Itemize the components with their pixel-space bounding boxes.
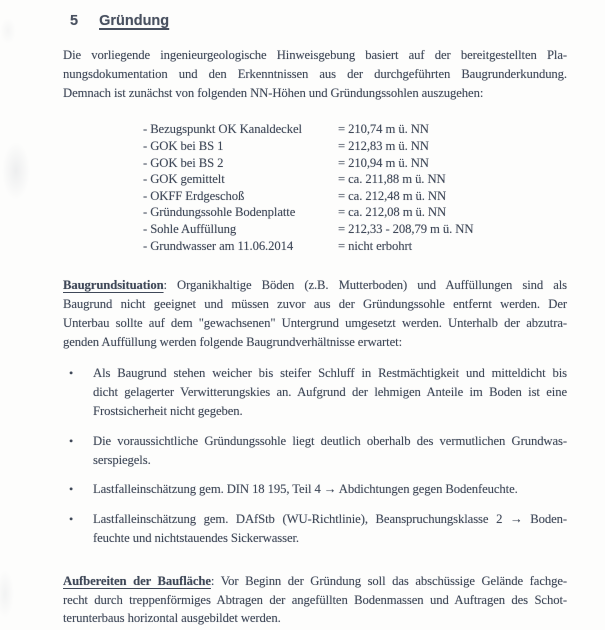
baugrund-body bbox=[63, 295, 567, 351]
level-value: = ca. 212,48 m ü. NN bbox=[338, 188, 447, 203]
aufbereiten-heading: Aufbereiten der Baufläche bbox=[63, 573, 211, 588]
text-line: Die voraussichtliche Gründungssohle liegt deutlich oberhalb des vermutlichen Grundwas- bbox=[93, 433, 567, 448]
bullet-text bbox=[93, 432, 567, 470]
aufbereiten-first-line-rest: : Vor Beginn der Gründung soll das abschüssige Gelände fachge- bbox=[210, 573, 567, 588]
level-value: = 210,74 m ü. NN bbox=[338, 122, 429, 137]
level-row bbox=[143, 238, 567, 255]
level-label: - Grundwasser am 11.06.2014 bbox=[143, 238, 294, 253]
text-line: recht durch treppenförmiges Abtragen der angefüllten Bodenmassen und Auftragen des Schot- bbox=[63, 592, 567, 607]
text-line: terunterbaus horizontal ausgebildet werden. bbox=[63, 611, 281, 626]
text-line: Lastfalleinschätzung gem. DIN 18 195, Teil 4 → Abdichtungen gegen Bodenfeuchte. bbox=[93, 482, 518, 497]
section-heading bbox=[70, 13, 567, 29]
level-row bbox=[143, 188, 567, 205]
bullet-icon: • bbox=[69, 433, 74, 448]
level-label: - GOK gemittelt bbox=[143, 172, 225, 187]
level-row bbox=[143, 138, 567, 155]
level-row bbox=[143, 171, 567, 188]
bullet-icon: • bbox=[69, 512, 74, 527]
text-line: Die vorliegende ingenieurgeologische Hinweisgebung basiert auf der bereitgestellten Pla- bbox=[63, 48, 567, 62]
aufbereiten-paragraph bbox=[63, 572, 567, 628]
aufbereiten-body bbox=[63, 591, 567, 629]
elevation-list bbox=[143, 121, 567, 254]
baugrund-paragraph bbox=[63, 276, 567, 351]
scan-artifact bbox=[0, 18, 16, 44]
text-line: Unterbau sollte auf dem "gewachsenen" Untergrund umgesetzt werden. Unterhalb der abzutra- bbox=[63, 315, 567, 330]
bullet-text bbox=[93, 510, 567, 548]
level-label: - Sohle Auffüllung bbox=[143, 221, 237, 236]
text-line: Als Baugrund stehen weicher bis steifer Schluff in Restmächtigkeit und mitteldicht bis bbox=[93, 366, 567, 381]
level-label: - GOK bei BS 2 bbox=[143, 155, 224, 170]
level-value: = 212,83 m ü. NN bbox=[338, 138, 429, 153]
text-line: feuchte und nichtstauendes Sickerwasser. bbox=[93, 530, 299, 545]
text-line: Baugrund nicht geeignet und müssen zuvor aus der Gründungssohle entfernt werden. Der bbox=[63, 296, 567, 311]
bullet-icon: • bbox=[69, 482, 74, 497]
baugrund-first-line-rest: : Organikhaltige Böden (z.B. Mutterboden) und Auffüllungen sind als bbox=[163, 278, 567, 293]
bullet-item bbox=[63, 364, 567, 420]
level-label: - Bezugspunkt OK Kanaldeckel bbox=[143, 122, 302, 137]
section-title: Gründung bbox=[99, 13, 170, 29]
level-row bbox=[143, 204, 567, 221]
section-number: 5 bbox=[70, 13, 79, 29]
level-row bbox=[143, 221, 567, 238]
bullet-text bbox=[93, 480, 567, 499]
text-line: serspiegels. bbox=[93, 452, 151, 467]
text-line bbox=[63, 572, 567, 591]
text-line: dicht gelagerter Verwitterungskies an. Aufgrund der lehmigen Anteile im Boden ist eine bbox=[93, 385, 567, 400]
level-value: = ca. 211,88 m ü. NN bbox=[338, 172, 446, 187]
bullet-list bbox=[63, 364, 567, 547]
bullet-icon: • bbox=[69, 366, 74, 381]
level-label: - Gründungssohle Bodenplatte bbox=[143, 205, 296, 220]
text-line: Lastfalleinschätzung gem. DAfStb (WU-Richtlinie), Beanspruchungsklasse 2 → Boden- bbox=[93, 512, 567, 527]
text-line: Demnach ist zunächst von folgenden NN-Höhen und Gründungssohlen auszugehen: bbox=[63, 85, 484, 100]
text-line: Frostsicherheit nicht gegeben. bbox=[93, 403, 243, 418]
level-row bbox=[143, 155, 567, 172]
level-value: = ca. 212,08 m ü. NN bbox=[338, 205, 447, 220]
text-line bbox=[63, 276, 567, 295]
scan-artifact bbox=[0, 570, 14, 618]
level-label: - GOK bei BS 1 bbox=[143, 138, 224, 153]
bullet-text bbox=[93, 364, 567, 420]
level-value: = nicht erbohrt bbox=[338, 238, 413, 253]
intro-paragraph bbox=[63, 46, 567, 102]
text-line: nungsdokumentation und den Erkenntnissen aus der durchgeführten Baugrunderkundung. bbox=[63, 66, 567, 81]
level-label: - OKFF Erdgeschoß bbox=[143, 188, 245, 203]
text-line: genden Auffüllung werden folgende Baugrundverhältnisse erwartet: bbox=[63, 334, 402, 349]
bullet-item bbox=[63, 510, 567, 548]
level-row bbox=[143, 121, 567, 138]
baugrund-heading: Baugrundsituation bbox=[63, 278, 164, 293]
scan-artifact bbox=[2, 142, 30, 200]
level-value: = 212,33 - 208,79 m ü. NN bbox=[338, 221, 474, 236]
level-value: = 210,94 m ü. NN bbox=[338, 155, 429, 170]
bullet-item bbox=[63, 432, 567, 470]
bullet-item bbox=[63, 480, 567, 499]
